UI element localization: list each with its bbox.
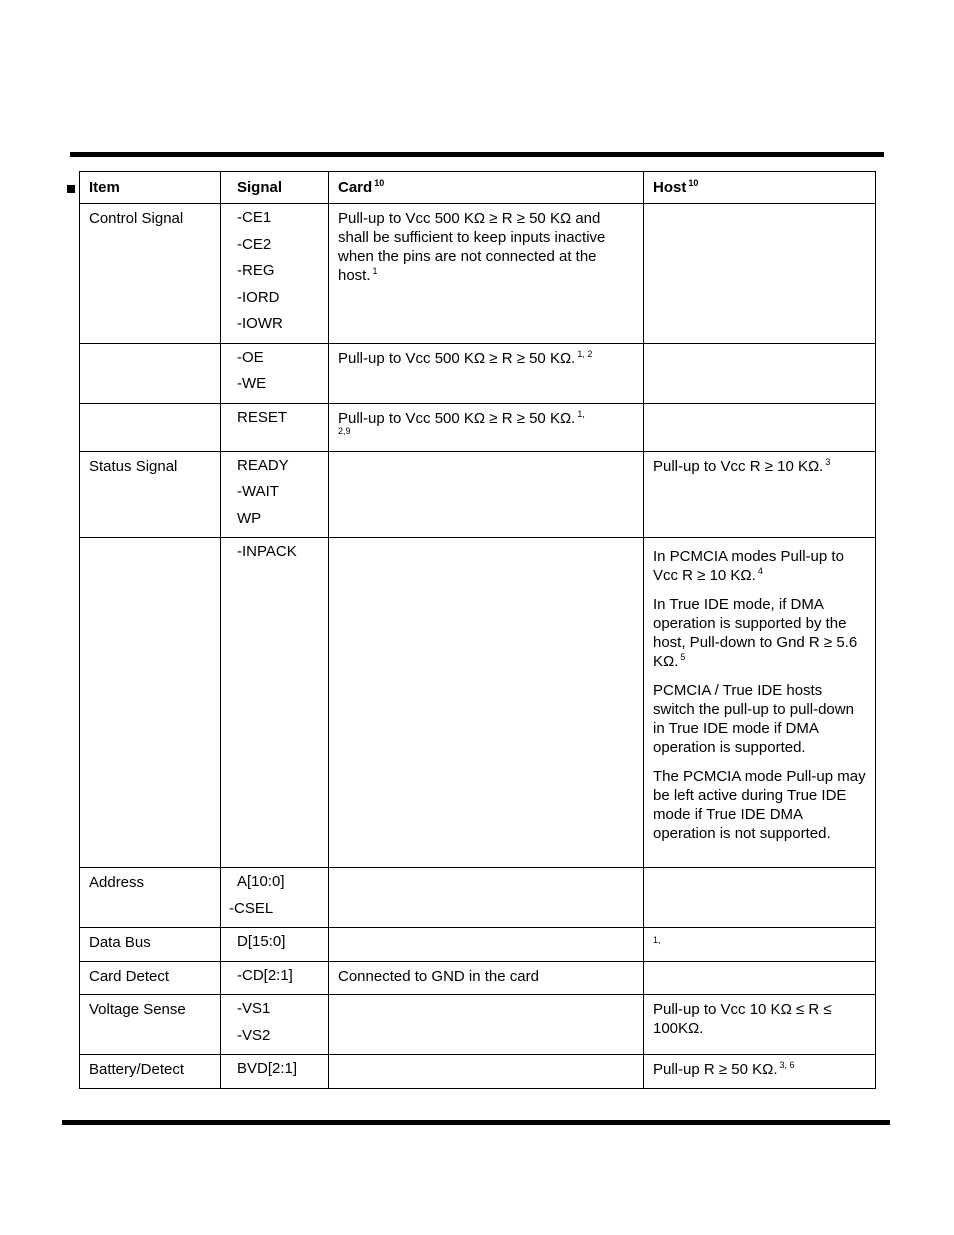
cell-item: Battery/Detect [80,1055,221,1089]
cell-signals [221,538,329,868]
header-card: Card $^{10}$ [329,172,644,204]
bullet-marker [67,185,75,193]
table-row [80,204,876,344]
cell-item [80,403,221,451]
cell-host [644,204,876,344]
cell-card: Pull-up to Vcc 500 KΩ ≥ R ≥ 50 KΩ and shall be sufficient to keep inputs inactive when the pins are not connected at the host. $^1$ [329,204,644,344]
signal-name: -CE1 [237,209,272,226]
header-host-note: 10 [688,178,699,188]
signal-name: RESET [237,408,288,426]
cell-signals [221,868,329,928]
table-row [80,868,876,928]
cell-item [80,538,221,868]
cell-card: Connected to GND in the card [329,961,644,995]
table-row [80,961,876,995]
cell-host [644,961,876,995]
signal-name: BVD[2:1] [237,1060,298,1077]
signal-name: -INPACK [237,543,297,560]
signal-name: -CD[2:1] [237,966,293,984]
cell-host: Pull-up R ≥ 50 KΩ. $^{3, 6}$ [644,1055,876,1089]
signal-name: -CSEL [229,899,274,917]
footnote-ref: 1 [372,266,378,276]
table-row [80,343,876,403]
cell-signals [221,343,329,403]
signal-name: -OE [237,348,264,366]
host-note: The PCMCIA mode Pull-up may be left active during True IDE mode if True IDE DMA operation is not supported. [653,768,866,842]
cell-card [329,451,644,538]
header-host: Host $^{10}$ [644,172,876,204]
header-item: Item [80,172,221,204]
host-note: In PCMCIA modes Pull-up to Vcc R ≥ 10 KΩ. $^4$ [653,548,844,584]
cell-item: Status Signal [80,451,221,538]
cell-card [329,1055,644,1089]
cell-item: Control Signal [80,204,221,344]
cell-card [329,538,644,868]
footnote-ref: 5 [680,652,686,662]
cell-card [329,928,644,962]
table-row [80,451,876,538]
cell-signals [221,204,329,344]
footnote-ref: 1, [577,408,585,419]
cell-card [329,868,644,928]
footnote-ref: 3 [825,456,831,467]
signal-name: WP [237,509,262,527]
table-row [80,403,876,451]
cell-signals [221,1055,329,1089]
cell-host [644,868,876,928]
host-note: Pull-up to Vcc R ≥ 10 KΩ. $^3$ [653,456,831,475]
cell-item: Data Bus [80,928,221,962]
cell-host [644,343,876,403]
host-note: In True IDE mode, if DMA operation is supported by the host, Pull-down to Gnd R ≥ 5.6 KΩ. $^5$ [653,596,858,670]
cell-signals [221,403,329,451]
signal-name: D[15:0] [237,933,286,950]
cell-signals [221,928,329,962]
cell-item: Address [80,868,221,928]
cell-item: Card Detect [80,961,221,995]
signal-name: -VS1 [237,1000,271,1017]
cell-item: Voltage Sense [80,995,221,1055]
table-row [80,995,876,1055]
signal-name: -WAIT [237,483,279,500]
footnote-ref: 3, 6 [779,1060,795,1070]
cell-signals [221,961,329,995]
cell-signals [221,451,329,538]
table-row [80,928,876,962]
signal-pull-table [79,171,876,1089]
signal-name: -VS2 [237,1026,271,1044]
signal-name: -CE2 [237,235,272,253]
top-rule [70,152,884,157]
cell-item [80,343,221,403]
signal-name: READY [237,456,289,474]
table-header-row [80,172,876,204]
cell-card [329,995,644,1055]
cell-host [644,928,876,962]
cell-card: Pull-up to Vcc 500 KΩ ≥ R ≥ 50 KΩ. $^{1, 2}$ [329,343,644,403]
header-signal: Signal [221,172,329,204]
table-row [80,1055,876,1089]
signal-name: -IOWR [237,315,283,332]
host-note: PCMCIA / True IDE hosts switch the pull-up to pull-down in True IDE mode if DMA operation is supported. [653,682,854,756]
cell-host: Pull-up to Vcc 10 KΩ ≤ R ≤ 100KΩ. [644,995,876,1055]
signal-name: -WE [237,375,267,392]
cell-signals [221,995,329,1055]
table-row [80,538,876,868]
cell-host [644,451,876,538]
cell-host [644,538,876,868]
cell-card: Pull-up to Vcc 500 KΩ ≥ R ≥ 50 KΩ. $^{1,}$ 2,9 [329,403,644,451]
footnote-ref-continued: 2,9 [338,425,351,436]
signal-name: -REG [237,262,275,279]
signal-name: -IORD [237,288,280,306]
footnote-ref: 1, 2 [577,348,593,359]
footnote-ref: 1, [653,935,661,945]
bottom-rule [62,1120,890,1125]
signal-name: A[10:0] [237,873,285,890]
footnote-ref: 4 [757,566,763,576]
header-card-note: 10 [374,178,385,188]
cell-host [644,403,876,451]
